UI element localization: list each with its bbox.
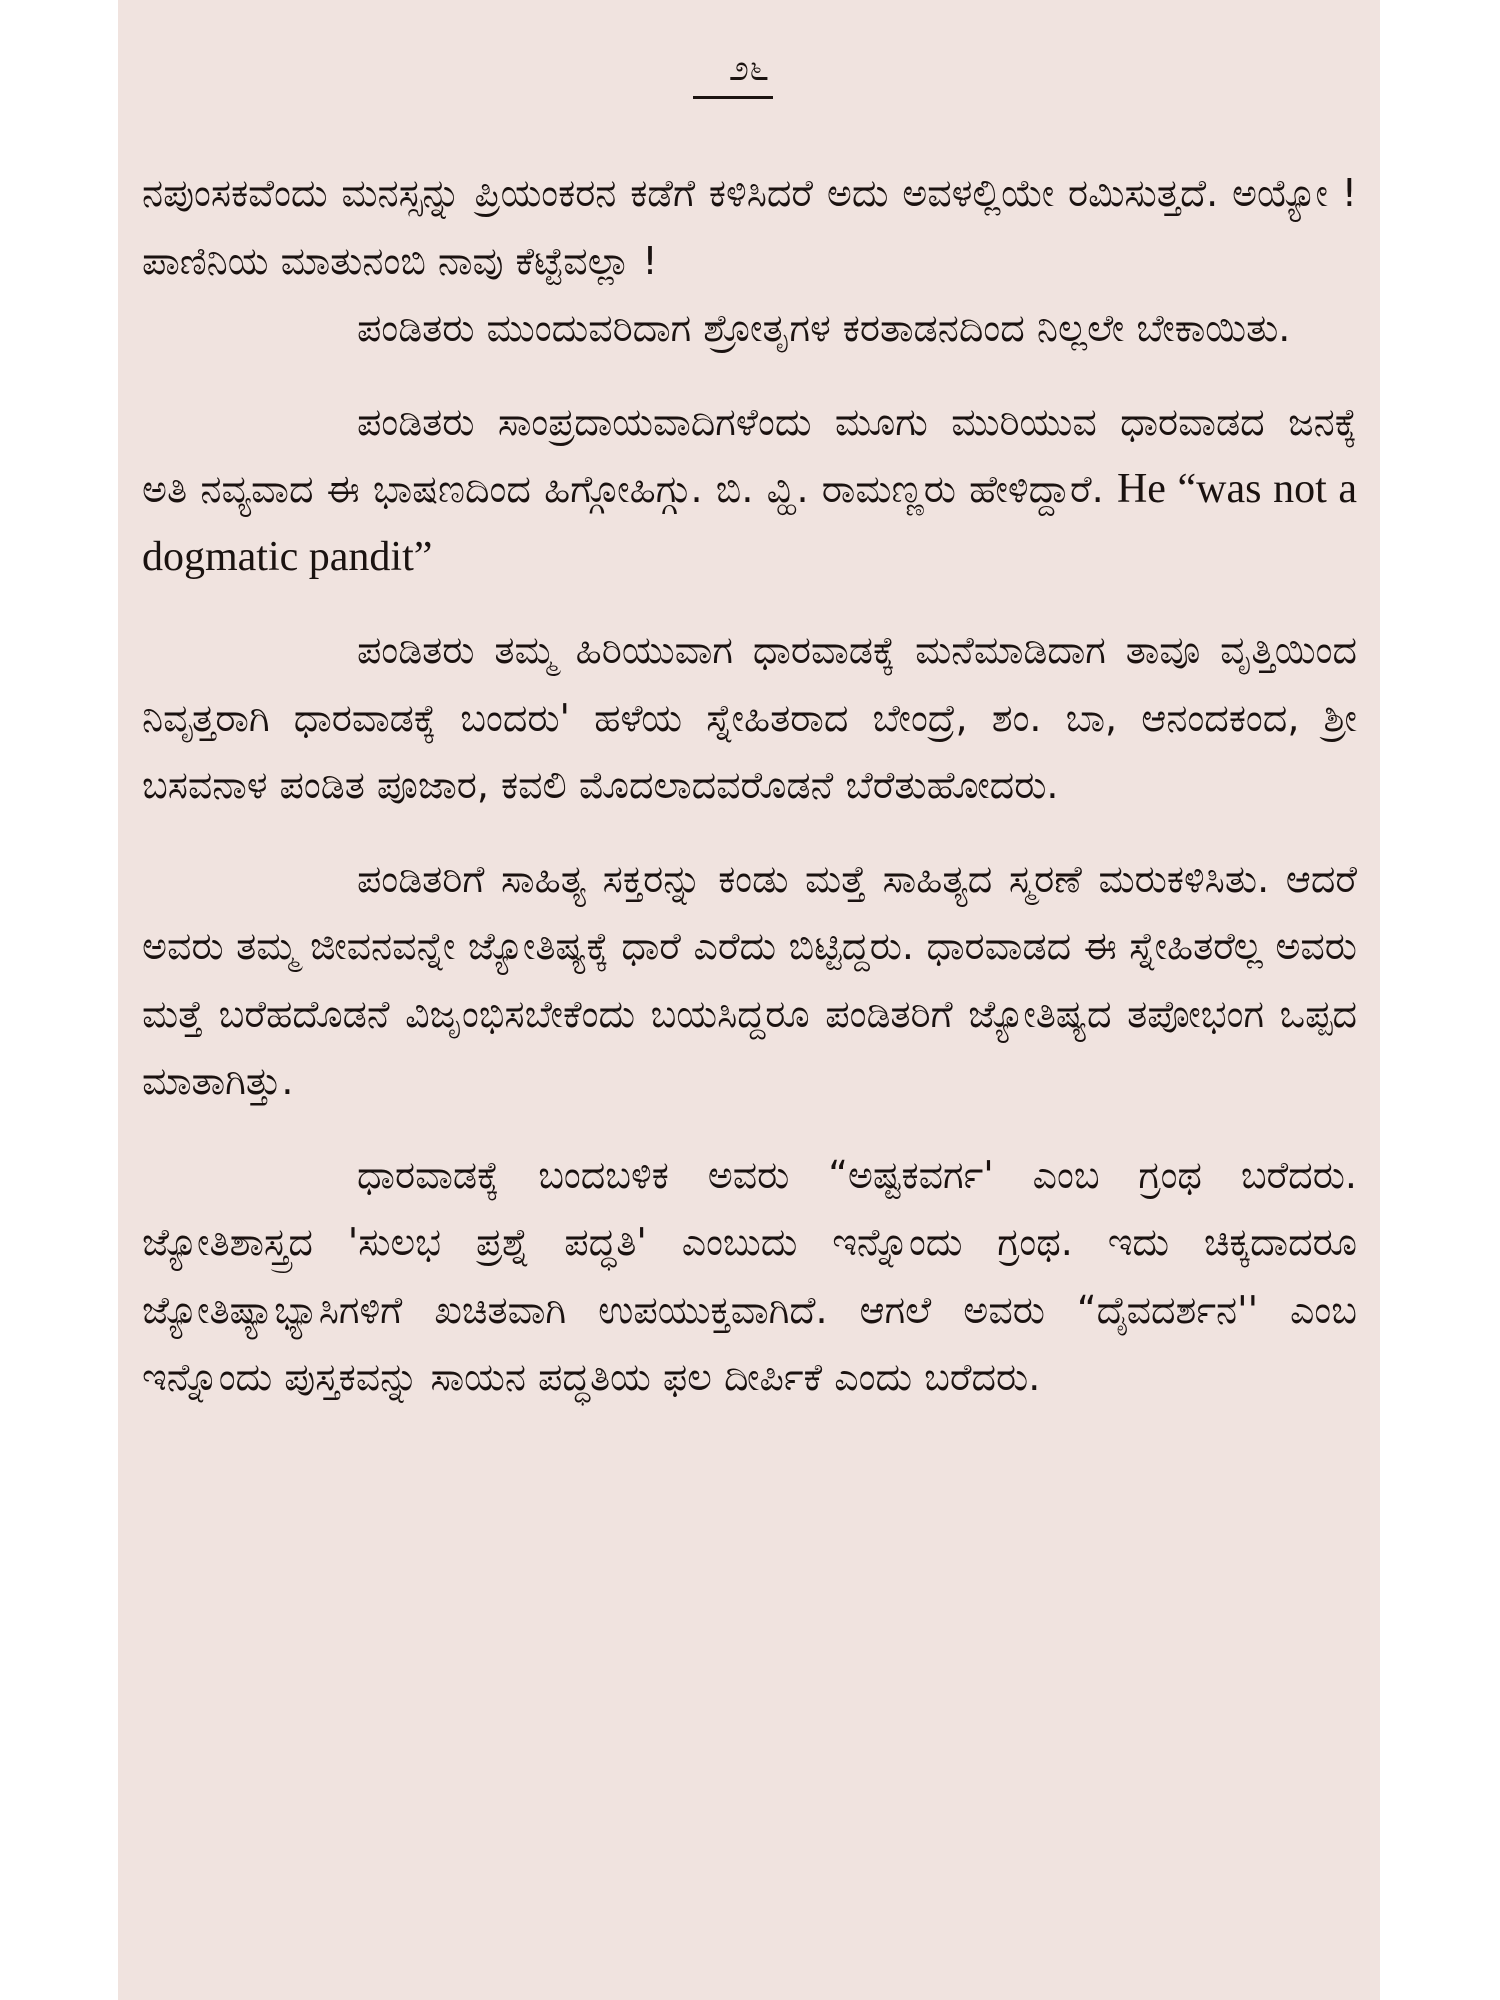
paragraph-4: ಪಂಡಿತರು ತಮ್ಮ ಹಿರಿಯುವಾಗ ಧಾರವಾಡಕ್ಕೆ ಮನೆಮಾಡಿದಾಗ ತಾವೂ ವೃತ್ತಿಯಿಂದ ನಿವೃತ್ತರಾಗಿ ಧಾರವಾಡಕ್ಕೆ ಬಂದರು' ಹಳೆಯ ಸ್ನೇಹಿತರಾದ ಬೇಂದ್ರೆ, ಶಂ. ಬಾ, ಆನಂದಕಂದ, ಶ್ರೀ ಬಸವನಾಳ ಪಂಡಿತ ಪೂಜಾರ, ಕವಲಿ ಮೊದಲಾದವರೊಡನೆ ಬೆರೆತುಹೋದರು.: [142, 628, 1357, 807]
paragraph-3-kannada: ಪಂಡಿತರು ಸಾಂಪ್ರದಾಯವಾದಿಗಳೆಂದು ಮೂಗು ಮುರಿಯುವ ಧಾರವಾಡದ ಜನಕ್ಕೆ ಅತಿ ನವ್ಯವಾದ ಈ ಭಾಷಣದಿಂದ ಹಿಗ್ಗೋಹಿಗ್ಗು. ಬಿ. ವ್ಹಿ. ರಾಮಣ್ಣರು ಹೇಳಿದ್ದಾರೆ.: [142, 399, 1357, 511]
paragraph-1: ನಪುಂಸಕವೆಂದು ಮನಸ್ಸನ್ನು ಪ್ರಿಯಂಕರನ ಕಡೆಗೆ ಕಳಿಸಿದರೆ ಅದು ಅವಳಲ್ಲಿಯೇ ರಮಿಸುತ್ತದೆ. ಅಯ್ಯೋ ! ಪಾಣಿನಿಯ ಮಾತುನಂಬಿ ನಾವು ಕೆಟ್ಟೆವಲ್ಲಾ !: [142, 171, 1357, 283]
page-number: ೨೬: [728, 48, 770, 89]
paragraph-2: ಪಂಡಿತರು ಮುಂದುವರಿದಾಗ ಶ್ರೋತೃಗಳ ಕರತಾಡನದಿಂದ ನಿಲ್ಲಲೇ ಬೇಕಾಯಿತು.: [357, 306, 1291, 350]
english-quote: He “was not a dogmatic pandit”: [142, 466, 1357, 580]
paragraph-5: ಪಂಡಿತರಿಗೆ ಸಾಹಿತ್ಯ ಸಕ್ತರನ್ನು ಕಂಡು ಮತ್ತೆ ಸಾಹಿತ್ಯದ ಸ್ಮರಣೆ ಮರುಕಳಿಸಿತು. ಆದರೆ ಅವರು ತಮ್ಮ ಜೀವನವನ್ನೇ ಜ್ಯೋತಿಷ್ಯಕ್ಕೆ ಧಾರೆ ಎರೆದು ಬಿಟ್ಟಿದ್ದರು. ಧಾರವಾಡದ ಈ ಸ್ನೇಹಿತರೆಲ್ಲ ಅವರು ಮತ್ತೆ ಬರೆಹದೊಡನೆ ವಿಜೃಂಭಿಸಬೇಕೆಂದು ಬಯಸಿದ್ದರೂ ಪಂಡಿತರಿಗೆ ಜ್ಯೋತಿಷ್ಯದ ತಪೋಭಂಗ ಒಪ್ಪದ ಮಾತಾಗಿತ್ತು.: [142, 856, 1357, 1103]
page-body: [142, 160, 1357, 1412]
page-number-underline: [693, 96, 773, 99]
book-page: [118, 0, 1380, 2000]
paragraph-3: [142, 389, 1357, 592]
paragraph-6: ಧಾರವಾಡಕ್ಕೆ ಬಂದಬಳಿಕ ಅವರು “ಅಷ್ಟಕವರ್ಗ' ಎಂಬ ಗ್ರಂಥ ಬರೆದರು. ಜ್ಯೋತಿಶಾಸ್ತ್ರದ 'ಸುಲಭ ಪ್ರಶ್ನೆ ಪದ್ಧತಿ' ಎಂಬುದು ಇನ್ನೊಂದು ಗ್ರಂಥ. ಇದು ಚಿಕ್ಕದಾದರೂ ಜ್ಯೋತಿಷ್ಯಾಭ್ಯಾಸಿಗಳಿಗೆ ಖಚಿತವಾಗಿ ಉಪಯುಕ್ತವಾಗಿದೆ. ಆಗಲೆ ಅವರು “ದೈವದರ್ಶನ'' ಎಂಬ ಇನ್ನೊಂದು ಪುಸ್ತಕವನ್ನು ಸಾಯನ ಪದ್ಧತಿಯ ಫಲ ದೀರ್ಪಿಕೆ ಎಂದು ಬರೆದರು.: [142, 1152, 1357, 1399]
